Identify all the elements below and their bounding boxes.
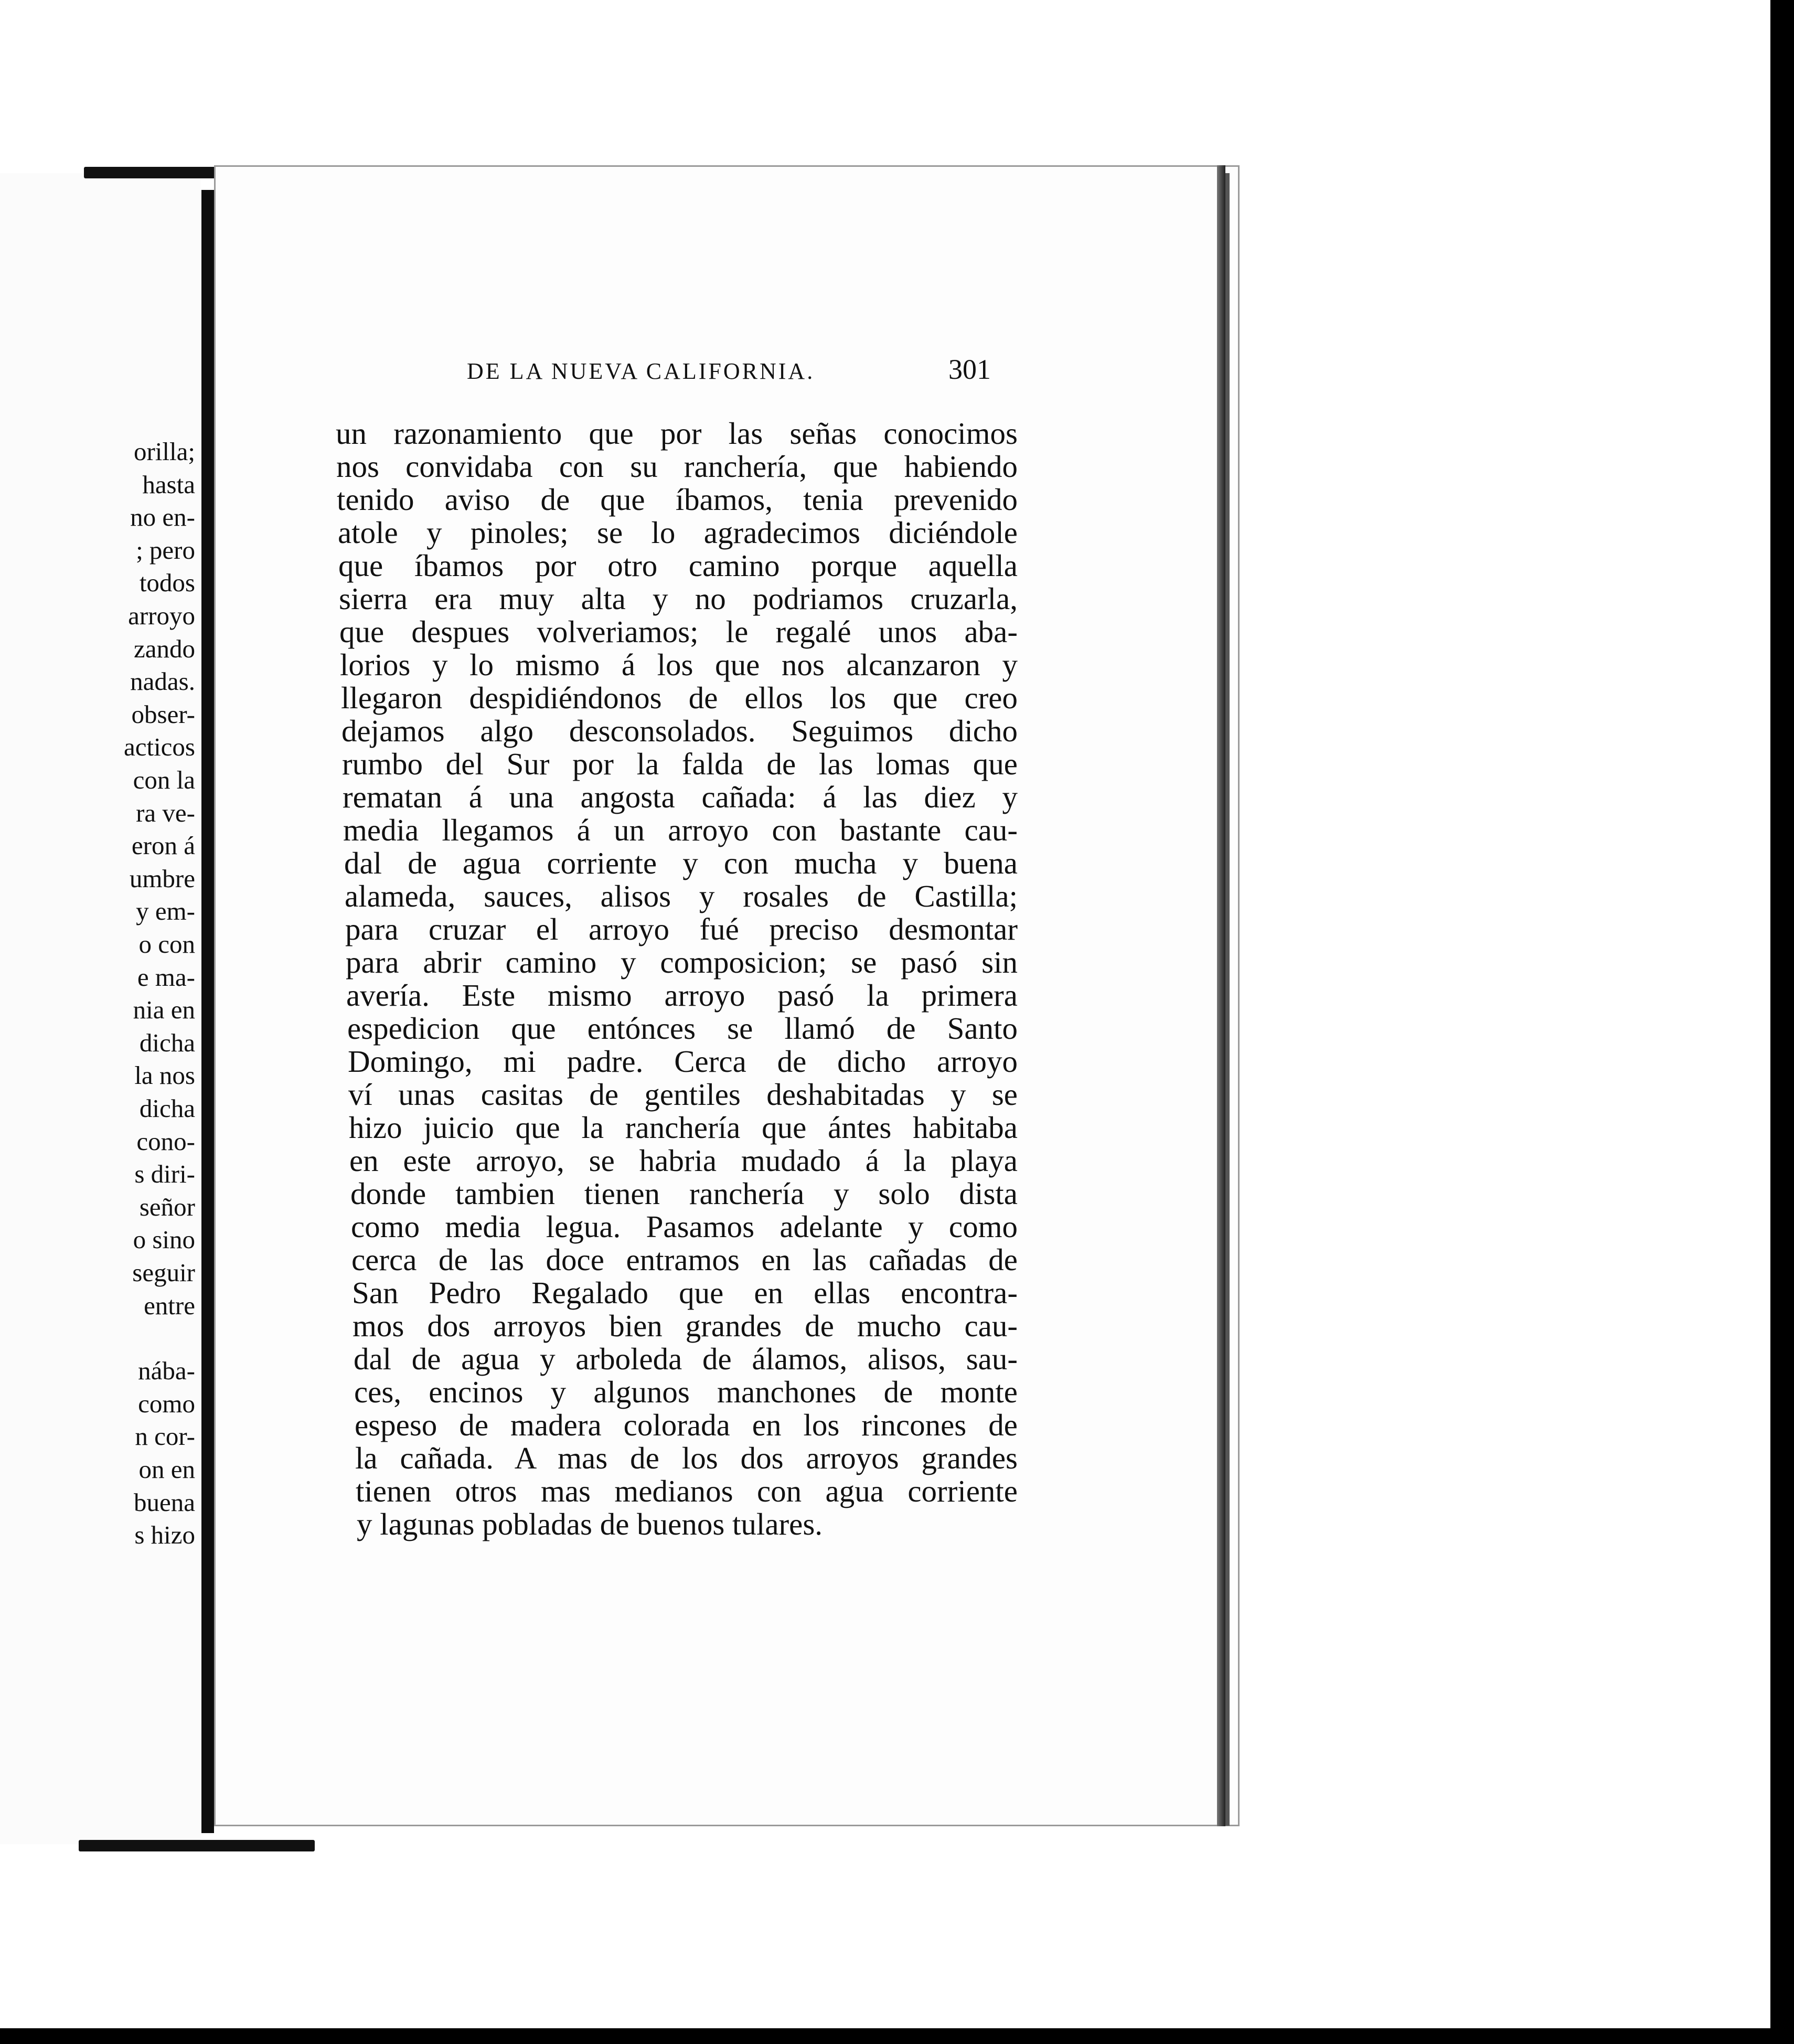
left-page-line: zando [134,634,195,663]
body-line: donde tambien tienen ranchería y solo dista [350,1176,1018,1211]
scan-frame-right [1770,0,1794,2044]
body-line: avería. Este mismo arroyo pasó la primera [346,978,1018,1013]
body-line: en este arroyo, se habria mudado á la playa [349,1143,1018,1178]
left-page-line: todos [139,568,195,598]
page-number: 301 [948,354,991,385]
body-line: que despues volveriamos; le regalé unos aba- [339,614,1018,649]
body-line: la cañada. A mas de los dos arroyos grandes [355,1441,1018,1475]
left-page-line: o sino [133,1225,195,1254]
left-page-line: o con [138,930,195,959]
body-line: un razonamiento que por las señas conocimos [336,416,1018,451]
body-line: nos convidaba con su ranchería, que habiendo [336,449,1018,484]
left-page-line: dicha [139,1094,195,1123]
body-line: San Pedro Regalado que en ellas encontra- [352,1275,1018,1310]
left-page-line: nadas. [130,667,195,696]
body-line: media llegamos á un arroyo con bastante cau- [343,813,1018,847]
left-page-line: señor [139,1192,195,1221]
body-line: rumbo del Sur por la falda de las lomas que [342,747,1018,781]
left-page-line: arroyo [128,601,195,630]
left-page-line: como [138,1389,195,1418]
body-text [336,417,1018,1541]
body-line: hizo juicio que la ranchería que ántes habitaba [349,1110,1018,1145]
bottom-book-clamp [79,1840,315,1851]
left-page-line: n cor- [135,1422,195,1451]
left-page-line: la nos [134,1061,195,1090]
left-page-line: nia en [133,995,195,1025]
body-line: alameda, sauces, alisos y rosales de Castilla; [345,879,1018,913]
body-line: mos dos arroyos bien grandes de mucho cau- [353,1308,1018,1343]
left-page-line: ; pero [136,535,195,565]
left-page-line: orilla; [133,437,195,466]
body-line: dal de agua corriente y con mucha y buena [344,846,1018,880]
left-page-line: ra ve- [136,798,195,827]
right-page-edge [1217,165,1225,1826]
body-line: llegaron despidiéndonos de ellos los que creo [341,680,1018,715]
right-page-edge-shadow [1225,173,1230,1826]
left-page-line: dicha [139,1028,195,1057]
body-line: espedicion que entónces se llamó de Santo [347,1011,1018,1046]
body-line: ví unas casitas de gentiles deshabitadas y se [348,1077,1018,1112]
left-page-line: nába- [138,1356,195,1386]
body-line: tenido aviso de que íbamos, tenia prevenido [337,482,1018,517]
body-line: tienen otros mas medianos con agua corriente [356,1474,1018,1508]
left-page-line: hasta [142,470,195,499]
body-line: para abrir camino y composicion; se pasó sin [346,945,1018,980]
left-page-line: entre [144,1291,195,1320]
left-page-line: eron á [131,831,195,860]
scan-frame-bottom [0,2028,1794,2044]
left-page-line: seguir [132,1258,195,1287]
left-page-line: no en- [130,503,195,532]
body-line: cerca de las doce entramos en las cañadas de [351,1242,1018,1277]
body-line: dejamos algo desconsolados. Seguimos dicho [341,714,1018,748]
left-page-line: y em- [136,897,195,926]
left-page [0,173,200,1844]
body-line: y lagunas pobladas de buenos tulares. [357,1507,823,1541]
body-line: Domingo, mi padre. Cerca de dicho arroyo [348,1044,1018,1079]
body-line: lorios y lo mismo á los que nos alcanzaron y [340,647,1018,682]
body-line: atole y pinoles; se lo agradecimos diciéndole [338,515,1018,550]
running-head: DE LA NUEVA CALIFORNIA. [467,358,815,384]
body-line: para cruzar el arroyo fué preciso desmontar [345,912,1018,946]
left-page-line: obser- [131,699,195,729]
left-page-line: s diri- [134,1159,195,1189]
body-line: espeso de madera colorada en los rincones de [355,1408,1018,1442]
body-line: sierra era muy alta y no podriamos cruzarla, [339,581,1018,616]
left-page-line: e ma- [137,962,195,992]
left-page-line: acticos [123,732,195,762]
body-line: rematan á una angosta cañada: á las diez y [343,780,1018,814]
body-line: como media legua. Pasamos adelante y como [351,1209,1018,1244]
left-page-line: s hizo [134,1520,195,1550]
body-line: ces, encinos y algunos manchones de monte [354,1375,1018,1409]
body-line: dal de agua y arboleda de álamos, alisos, sau- [354,1342,1018,1376]
left-page-line: buena [134,1487,195,1517]
left-page-line: umbre [129,864,195,893]
left-page-line: on en [138,1455,195,1484]
left-page-line: con la [133,765,195,794]
body-line: que íbamos por otro camino porque aquella [338,548,1018,583]
left-page-line: cono- [136,1126,195,1156]
book-spine [201,190,214,1833]
